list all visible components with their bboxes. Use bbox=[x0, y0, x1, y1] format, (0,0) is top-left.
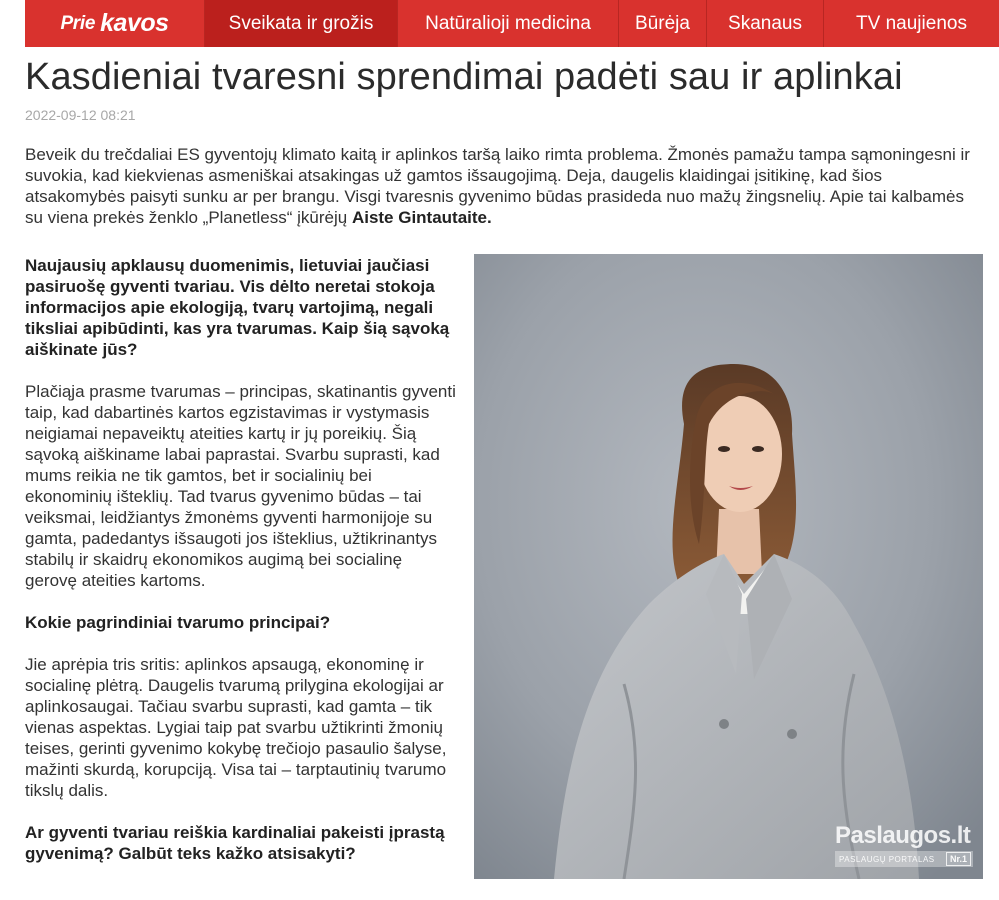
answer-1: Plačiąja prasme tvarumas – principas, skatinantis gyventi taip, kad dabartinės kartos egzistavimas ir vystymasis neigiamai nepaveiktų ateities kartų ir jų poreikių. Šią sąvoką aiškiname labai paprastai. Svarbu suprasti, kad mums reikia ne tik gamtos, bet ir socialinių bei ekonominių išteklių. Tad tvarus gyvenimo būdas – tai veiksmai, leidžiantys žmonėms gyventi harmonijoje su gamta, padedantys išsaugoti jos išteklius, užtikrinantys stabilų ir skaidrų ekonomikos augimą bei socialinę gerovę ateities kartoms. bbox=[25, 382, 456, 590]
watermark-brand: Paslaugos.lt bbox=[835, 822, 971, 849]
question-2: Kokie pagrindiniai tvarumo principai? bbox=[25, 613, 331, 632]
article-title: Kasdieniai tvaresni sprendimai padėti sau ir aplinkai bbox=[25, 56, 903, 98]
question-1: Naujausių apklausų duomenimis, lietuviai jaučiasi pasiruošę gyventi tvariau. Vis dėlto neretai stokoja informacijos apie ekologiją, tvarų vartojimą, negali tiksliai apibūdinti, kas yra tvarumas. Kaip šią sąvoką aiškinate jūs? bbox=[25, 256, 450, 359]
nav-item-tv-naujienos[interactable]: TV naujienos bbox=[823, 0, 999, 47]
article-lead bbox=[25, 144, 980, 228]
site-logo[interactable] bbox=[25, 0, 204, 47]
portrait-illustration bbox=[474, 254, 983, 879]
nav-item-skanaus[interactable]: Skanaus bbox=[706, 0, 823, 47]
lead-interviewee-name: Aiste Gintautaite. bbox=[351, 208, 492, 227]
nav-item-sveikata-ir-grozis[interactable]: Sveikata ir grožis bbox=[204, 0, 397, 47]
logo-text-prie: Prie bbox=[60, 12, 96, 34]
nav-item-bureja[interactable]: Būrėja bbox=[618, 0, 706, 47]
watermark-subtitle: PASLAUGŲ PORTALAS bbox=[839, 854, 935, 864]
article-body bbox=[25, 255, 457, 864]
photo-watermark bbox=[835, 823, 973, 867]
article-photo[interactable] bbox=[474, 254, 983, 879]
watermark-badge: Nr.1 bbox=[946, 852, 971, 866]
logo-text-kavos: kavos bbox=[100, 9, 169, 37]
article-date: 2022-09-12 08:21 bbox=[25, 107, 136, 123]
question-3: Ar gyventi tvariau reiškia kardinaliai pakeisti įprastą gyvenimą? Galbūt teks kažko atsisakyti? bbox=[25, 823, 445, 863]
watermark-subtitle-row bbox=[835, 851, 973, 867]
nav-item-naturalioji-medicina[interactable]: Natūralioji medicina bbox=[397, 0, 618, 47]
top-navigation bbox=[25, 0, 999, 47]
answer-2: Jie aprėpia tris sritis: aplinkos apsaugą, ekonominę ir socialinę plėtrą. Daugelis tvarumą prilygina ekologijai ar aplinkosaugai. Tačiau svarbu suprasti, kad gamta – tik vienas aspektas. Lygiai taip pat svarbu užtikrinti žmonių teises, gerinti gyvenimo kokybę trečiojo pasaulio šalyse, mažinti skurdą, korupciją. Visa tai – tarptautinių tvarumo tikslų dalis. bbox=[25, 655, 447, 800]
lead-text: Beveik du trečdaliai ES gyventojų klimato kaitą ir aplinkos taršą laiko rimta problema. Žmonės pamažu tampa sąmoningesni ir suvokia, kad kiekvienas asmeniškai atsakingas už gamtos išsaugojimą. Deja, daugelis klaidingai įsitikinę, kad šios atsakomybės paisyti sunku ar per brangu. Visgi tvaresnis gyvenimo būdas prasideda nuo mažų žingsnelių. Apie tai kalbamės su viena prekės ženklo „Planetless“ įkūrėjų bbox=[25, 145, 970, 227]
